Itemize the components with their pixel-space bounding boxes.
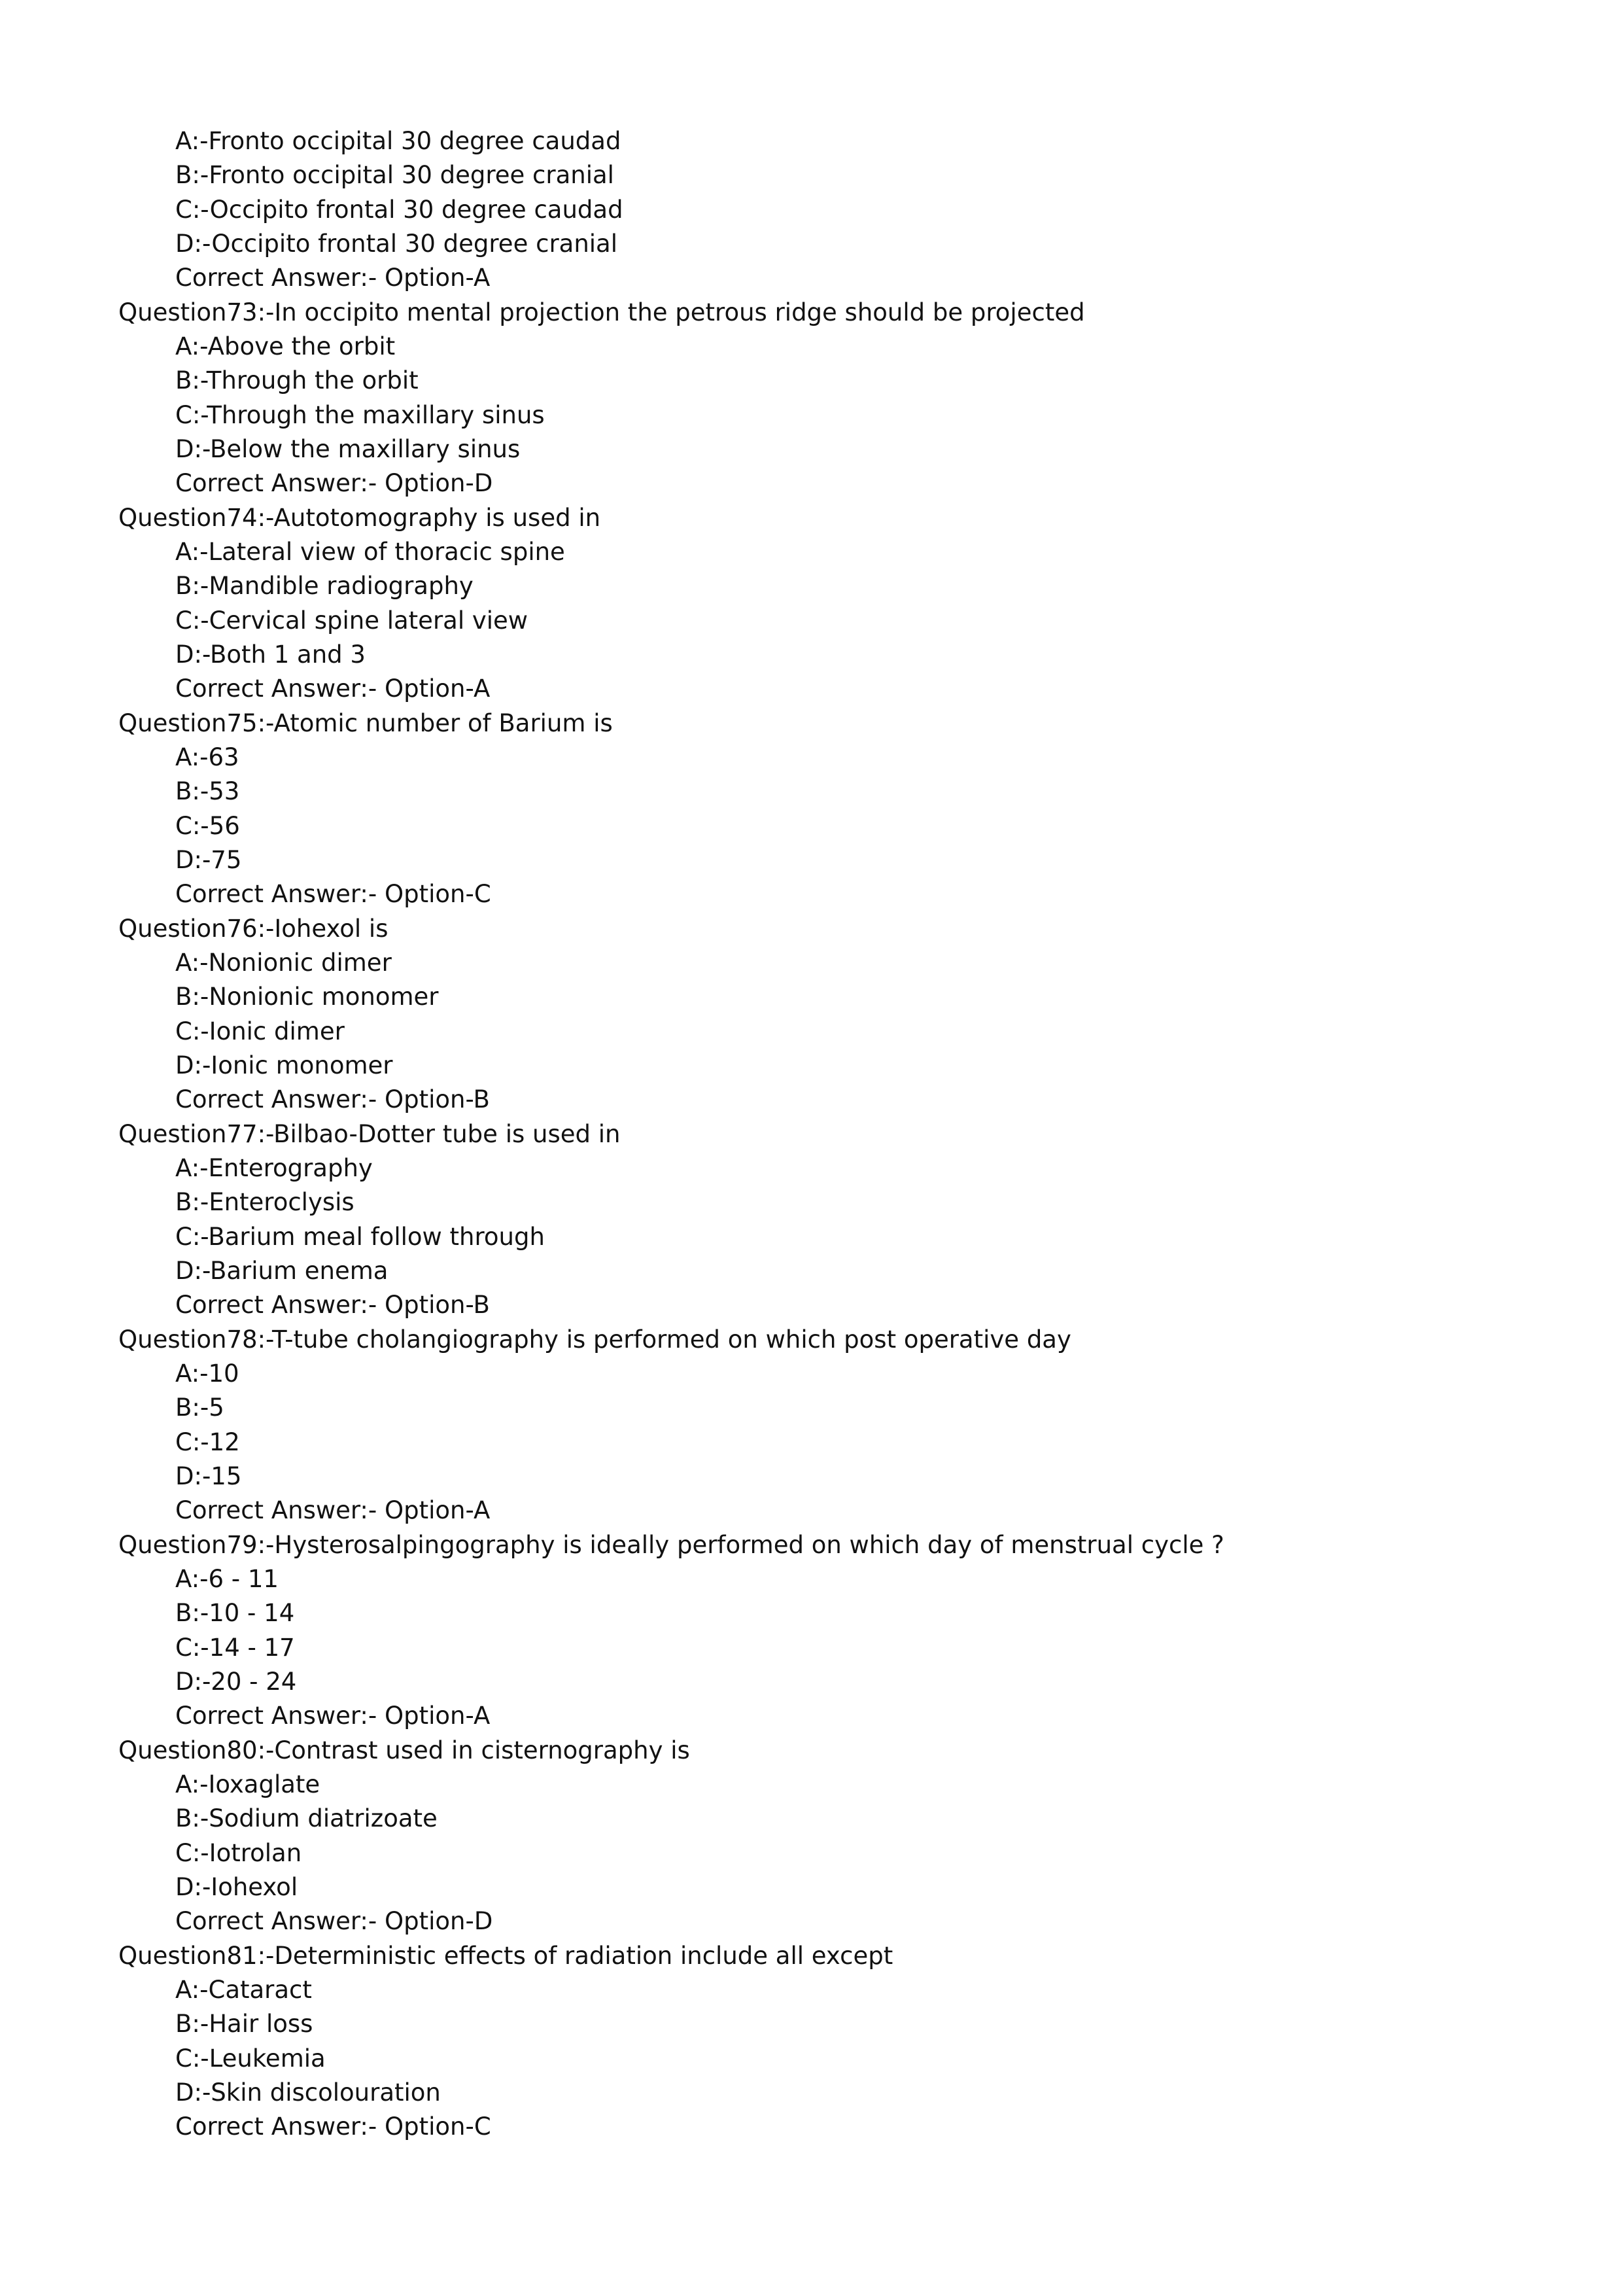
option-d: D:-Iohexol: [175, 1873, 298, 1901]
question-text: Question77:-Bilbao-Dotter tube is used in: [118, 1120, 621, 1148]
correct-answer: Correct Answer:- Option-A: [175, 1496, 491, 1524]
option-c: C:-56: [175, 812, 240, 840]
correct-answer: Correct Answer:- Option-D: [175, 1907, 493, 1935]
option-b: B:-10 - 14: [175, 1599, 295, 1627]
correct-answer: Correct Answer:- Option-A: [175, 1702, 491, 1730]
option-c: C:-Occipito frontal 30 degree caudad: [175, 196, 623, 224]
option-c: C:-Ionic dimer: [175, 1017, 345, 1045]
option-b: B:-53: [175, 777, 240, 805]
question-text: Question78:-T-tube cholangiography is performed on which post operative day: [118, 1325, 1071, 1354]
question-text: Question80:-Contrast used in cisternography is: [118, 1736, 690, 1764]
option-d: D:-20 - 24: [175, 1668, 297, 1696]
question-text: Question76:-Iohexol is: [118, 915, 389, 943]
question-text: Question74:-Autotomography is used in: [118, 504, 601, 532]
option-d: D:-75: [175, 846, 242, 874]
option-a: A:-63: [175, 743, 239, 771]
option-b: B:-5: [175, 1393, 224, 1422]
question-text: Question79:-Hysterosalpingography is ideally performed on which day of menstrual cycle ?: [118, 1531, 1224, 1559]
option-b: B:-Mandible radiography: [175, 572, 474, 600]
correct-answer: Correct Answer:- Option-C: [175, 880, 491, 908]
option-c: C:-Through the maxillary sinus: [175, 401, 545, 429]
option-a: A:-Fronto occipital 30 degree caudad: [175, 127, 621, 155]
option-c: C:-14 - 17: [175, 1634, 295, 1662]
option-b: B:-Nonionic monomer: [175, 983, 439, 1011]
option-a: A:-Ioxaglate: [175, 1770, 320, 1798]
option-b: B:-Sodium diatrizoate: [175, 1804, 438, 1832]
option-a: A:-Lateral view of thoracic spine: [175, 538, 565, 566]
correct-answer: Correct Answer:- Option-C: [175, 2112, 491, 2141]
option-a: A:-10: [175, 1359, 239, 1388]
correct-answer: Correct Answer:- Option-D: [175, 469, 493, 497]
correct-answer: Correct Answer:- Option-B: [175, 1085, 490, 1113]
question-text: Question75:-Atomic number of Barium is: [118, 709, 613, 737]
option-b: B:-Enteroclysis: [175, 1188, 354, 1216]
option-a: A:-Above the orbit: [175, 332, 396, 360]
option-c: C:-Barium meal follow through: [175, 1223, 545, 1251]
question-text: Question73:-In occipito mental projection the petrous ridge should be projected: [118, 298, 1085, 326]
option-b: B:-Fronto occipital 30 degree cranial: [175, 161, 614, 189]
option-d: D:-Both 1 and 3: [175, 640, 366, 669]
option-a: A:-Cataract: [175, 1976, 312, 2004]
correct-answer: Correct Answer:- Option-A: [175, 264, 491, 292]
option-c: C:-12: [175, 1428, 240, 1456]
option-a: A:-Nonionic dimer: [175, 949, 392, 977]
option-d: D:-Skin discolouration: [175, 2078, 441, 2107]
option-d: D:-15: [175, 1462, 242, 1490]
correct-answer: Correct Answer:- Option-B: [175, 1291, 490, 1319]
question-text: Question81:-Deterministic effects of radiation include all except: [118, 1942, 893, 1970]
option-b: B:-Through the orbit: [175, 366, 419, 394]
option-a: A:-6 - 11: [175, 1565, 279, 1593]
option-d: D:-Occipito frontal 30 degree cranial: [175, 230, 618, 258]
option-c: C:-Iotrolan: [175, 1839, 302, 1867]
option-c: C:-Leukemia: [175, 2044, 326, 2073]
option-b: B:-Hair loss: [175, 2010, 313, 2038]
option-c: C:-Cervical spine lateral view: [175, 606, 528, 635]
option-d: D:-Below the maxillary sinus: [175, 435, 521, 463]
option-d: D:-Barium enema: [175, 1257, 389, 1285]
option-a: A:-Enterography: [175, 1154, 373, 1182]
option-d: D:-Ionic monomer: [175, 1051, 393, 1079]
correct-answer: Correct Answer:- Option-A: [175, 674, 491, 703]
